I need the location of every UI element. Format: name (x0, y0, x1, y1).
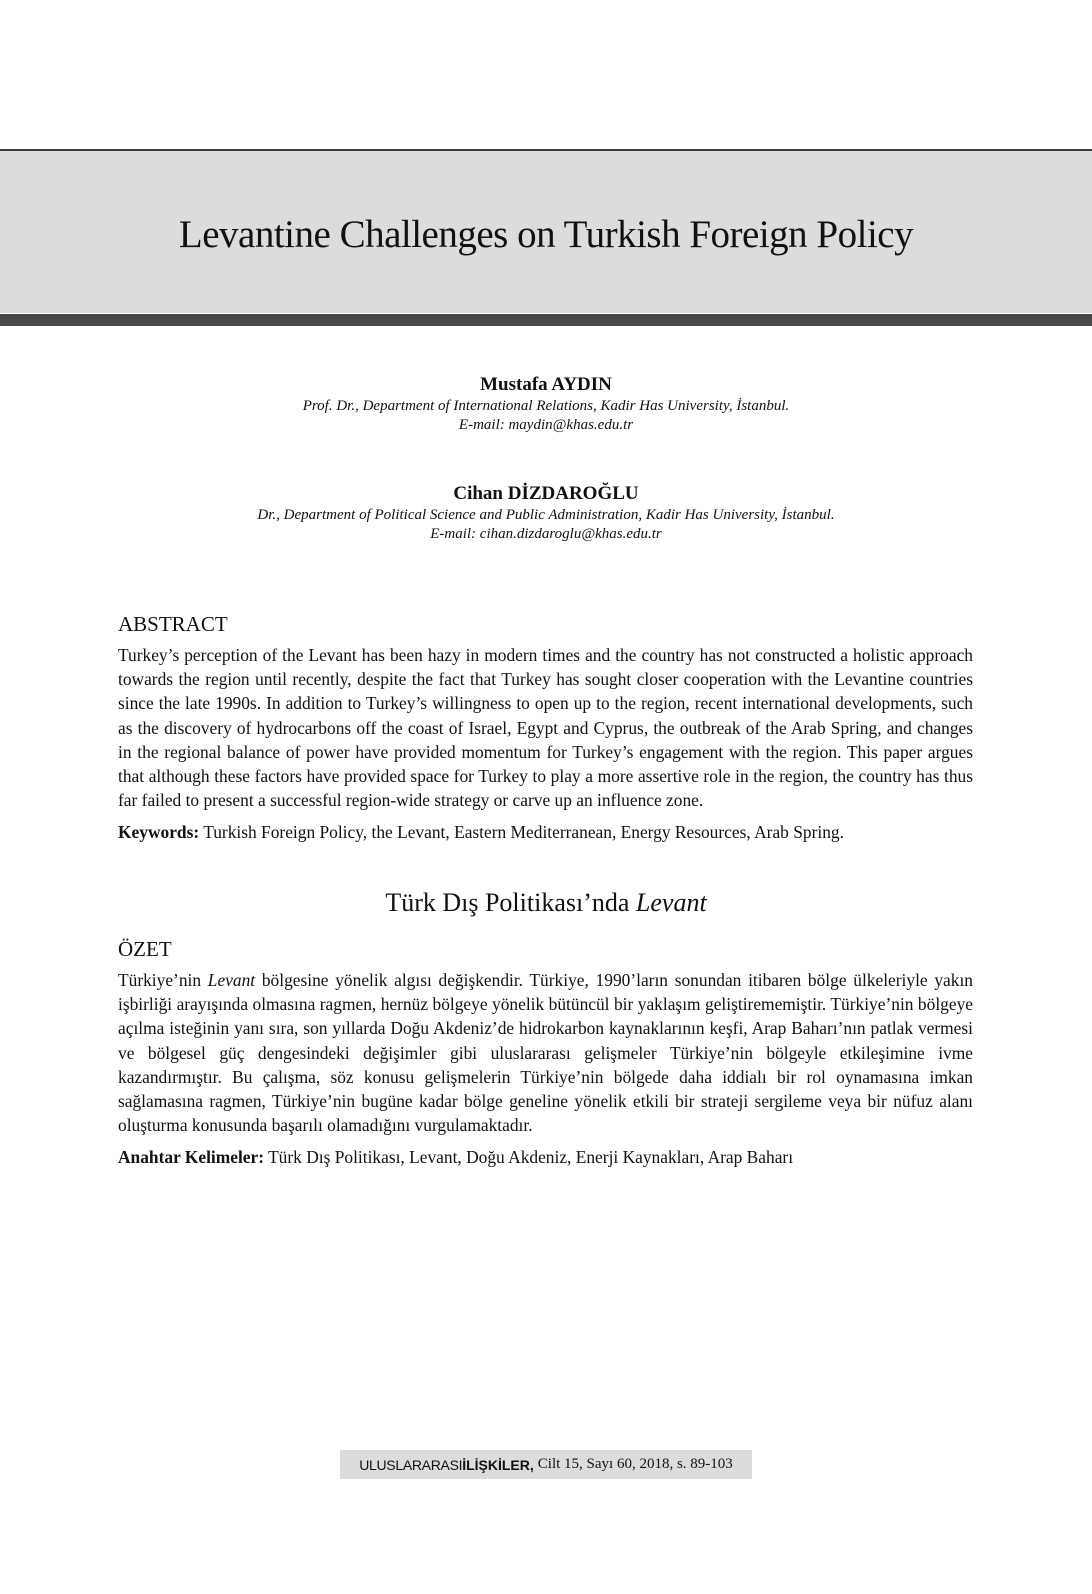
ozet-text (118, 968, 973, 1137)
author-affiliation: Dr., Department of Political Science and Public Administration, Kadir Has University, İstanbul. (257, 507, 835, 523)
journal-citation: Cilt 15, Sayı 60, 2018, s. 89-103 (537, 1456, 733, 1472)
keywords-label: Keywords: (118, 822, 200, 843)
keywords-text: Turkish Foreign Policy, the Levant, Eastern Mediterranean, Energy Resources, Arab Spring. (203, 822, 844, 843)
ozet-heading: ÖZET (118, 937, 172, 961)
turkish-title-main: Türk Dış Politikası’nda (385, 888, 636, 917)
author-email: E-mail: cihan.dizdaroglu@khas.edu.tr (430, 526, 662, 542)
abstract-heading: ABSTRACT (118, 612, 228, 636)
anahtar-kelimeler (118, 1145, 973, 1169)
author-block-2 (0, 483, 1092, 543)
title-rule (0, 314, 1092, 326)
turkish-title-italic: Levant (635, 888, 707, 917)
anahtar-kelimeler-text: Türk Dış Politikası, Levant, Doğu Akdeniz, Enerji Kaynakları, Arap Baharı (268, 1147, 794, 1168)
author-name: Mustafa AYDIN (480, 374, 612, 395)
journal-footer (340, 1450, 752, 1479)
ozet-text-pre: Türkiye’nin (118, 970, 208, 990)
keywords (118, 820, 973, 844)
journal-name-part2: İLİŞKİLER, (462, 1456, 534, 1473)
ozet-text-italic: Levant (207, 970, 256, 990)
author-affiliation: Prof. Dr., Department of International Relations, Kadir Has University, İstanbul. (302, 398, 790, 414)
abstract-section (118, 612, 973, 844)
author-name: Cihan DİZDAROĞLU (453, 483, 639, 504)
paper-title: Levantine Challenges on Turkish Foreign Policy (178, 213, 914, 256)
ozet-section (118, 937, 973, 1169)
abstract-text: Turkey’s perception of the Levant has been hazy in modern times and the country has not constructed a holistic approach towards the region until recently, despite the fact that Turkey has sought closer cooperation with the Levantine countries since the late 1990s. In addition to Turkey’s willingness to open up to the region, recent international developments, such as the discovery of hydrocarbons off the coast of Israel, Egypt and Cyprus, the outbreak of the Arab Spring, and changes in the regional balance of power have provided momentum for Turkey’s engagement with the region. This paper argues that although these factors have provided space for Turkey to play a more assertive role in the region, the country has thus far failed to present a successful region-wide strategy or carve up an influence zone. (118, 645, 973, 811)
journal-name-part1: ULUSLARARASI (359, 1456, 463, 1473)
turkish-title (0, 888, 1092, 918)
author-email: E-mail: maydin@khas.edu.tr (458, 417, 634, 433)
ozet-text-post: bölgesine yönelik algısı değişkendir. Türkiye, 1990’ların sonundan itibaren bölge ülkeleriyle yakın işbirliği arayışında olmasına ragmen, hernüz bölgeye yönelik bütüncül bir yaklaşım geliştirememiştir. Türkiye’nin bölgeye açılma isteğinin yanı sıra, son yıllarda Doğu Akdeniz’de hidrokarbon kaynaklarının keşfi, Arap Baharı’nın patlak vermesi ve bölgesel güç dengesindeki değişimler gibi uluslararası gelişmeler Türkiye’nin bölgeyle etkileşimine ivme kazandırmıştır. Bu çalışma, söz konusu gelişmelerin Türkiye’nin bölgede daha iddialı bir rol oynamasına imkan sağlamasına ragmen, Türkiye’nin bugüne kadar bölge geneline yönelik etkili bir strateji sergileme veya bir nüfuz alanı oluşturma konusunda başarılı olamadığını vurgulamaktadır. (118, 970, 973, 1136)
anahtar-kelimeler-label: Anahtar Kelimeler: (118, 1147, 265, 1168)
author-block-1 (0, 374, 1092, 434)
